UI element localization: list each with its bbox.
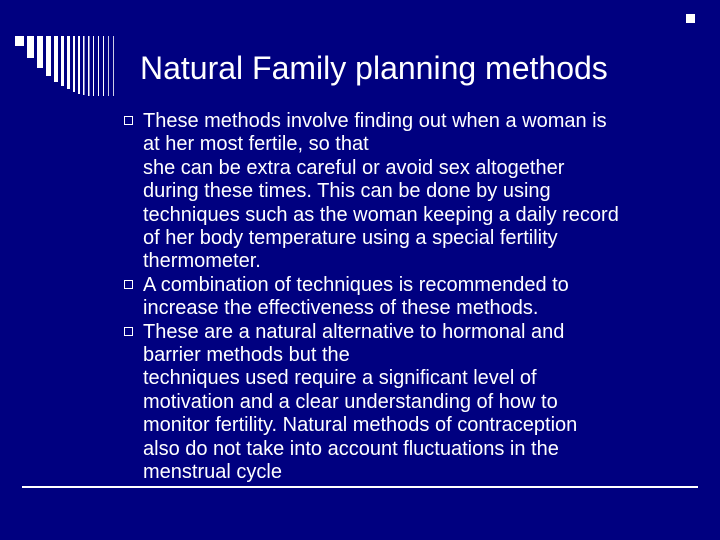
bullet-line: during these times. This can be done by using — [143, 180, 551, 203]
bullet-item — [123, 274, 715, 321]
bullet-line: monitor fertility. Natural methods of contraception — [143, 414, 578, 437]
bullet-line: of her body temperature using a special fertility — [143, 227, 558, 250]
bullet-item — [123, 110, 715, 274]
bullet-line: motivation and a clear understanding of how to — [143, 390, 558, 413]
bullet-line: she can be extra careful or avoid sex altogether — [143, 156, 565, 179]
bullet-line: techniques used require a significant level of — [143, 367, 537, 390]
bullet-line: at her most fertile, so that — [143, 133, 369, 156]
hollow-square-bullet-icon — [124, 327, 133, 336]
bullet-line: increase the effectiveness of these methods. — [143, 297, 539, 320]
hollow-square-bullet-icon — [124, 116, 133, 125]
bullet-item — [123, 321, 715, 485]
bullet-line: barrier methods but the — [143, 344, 350, 367]
bullet-line: thermometer. — [143, 250, 261, 273]
bullet-line: menstrual cycle — [143, 461, 282, 484]
horizontal-rule — [22, 486, 698, 488]
bullet-line: A combination of techniques is recommended to — [143, 273, 569, 296]
bullet-line: These methods involve finding out when a woman is — [143, 110, 607, 132]
bullet-line: techniques such as the woman keeping a daily record — [143, 203, 619, 226]
vertical-stripes-decoration — [15, 36, 125, 96]
bullet-line: These are a natural alternative to hormonal and — [143, 320, 565, 343]
bullet-line: also do not take into account fluctuations in the — [143, 437, 559, 460]
bullet-list — [123, 110, 715, 485]
corner-square-decoration — [686, 14, 695, 23]
hollow-square-bullet-icon — [124, 280, 133, 289]
slide-title: Natural Family planning methods — [140, 50, 608, 86]
